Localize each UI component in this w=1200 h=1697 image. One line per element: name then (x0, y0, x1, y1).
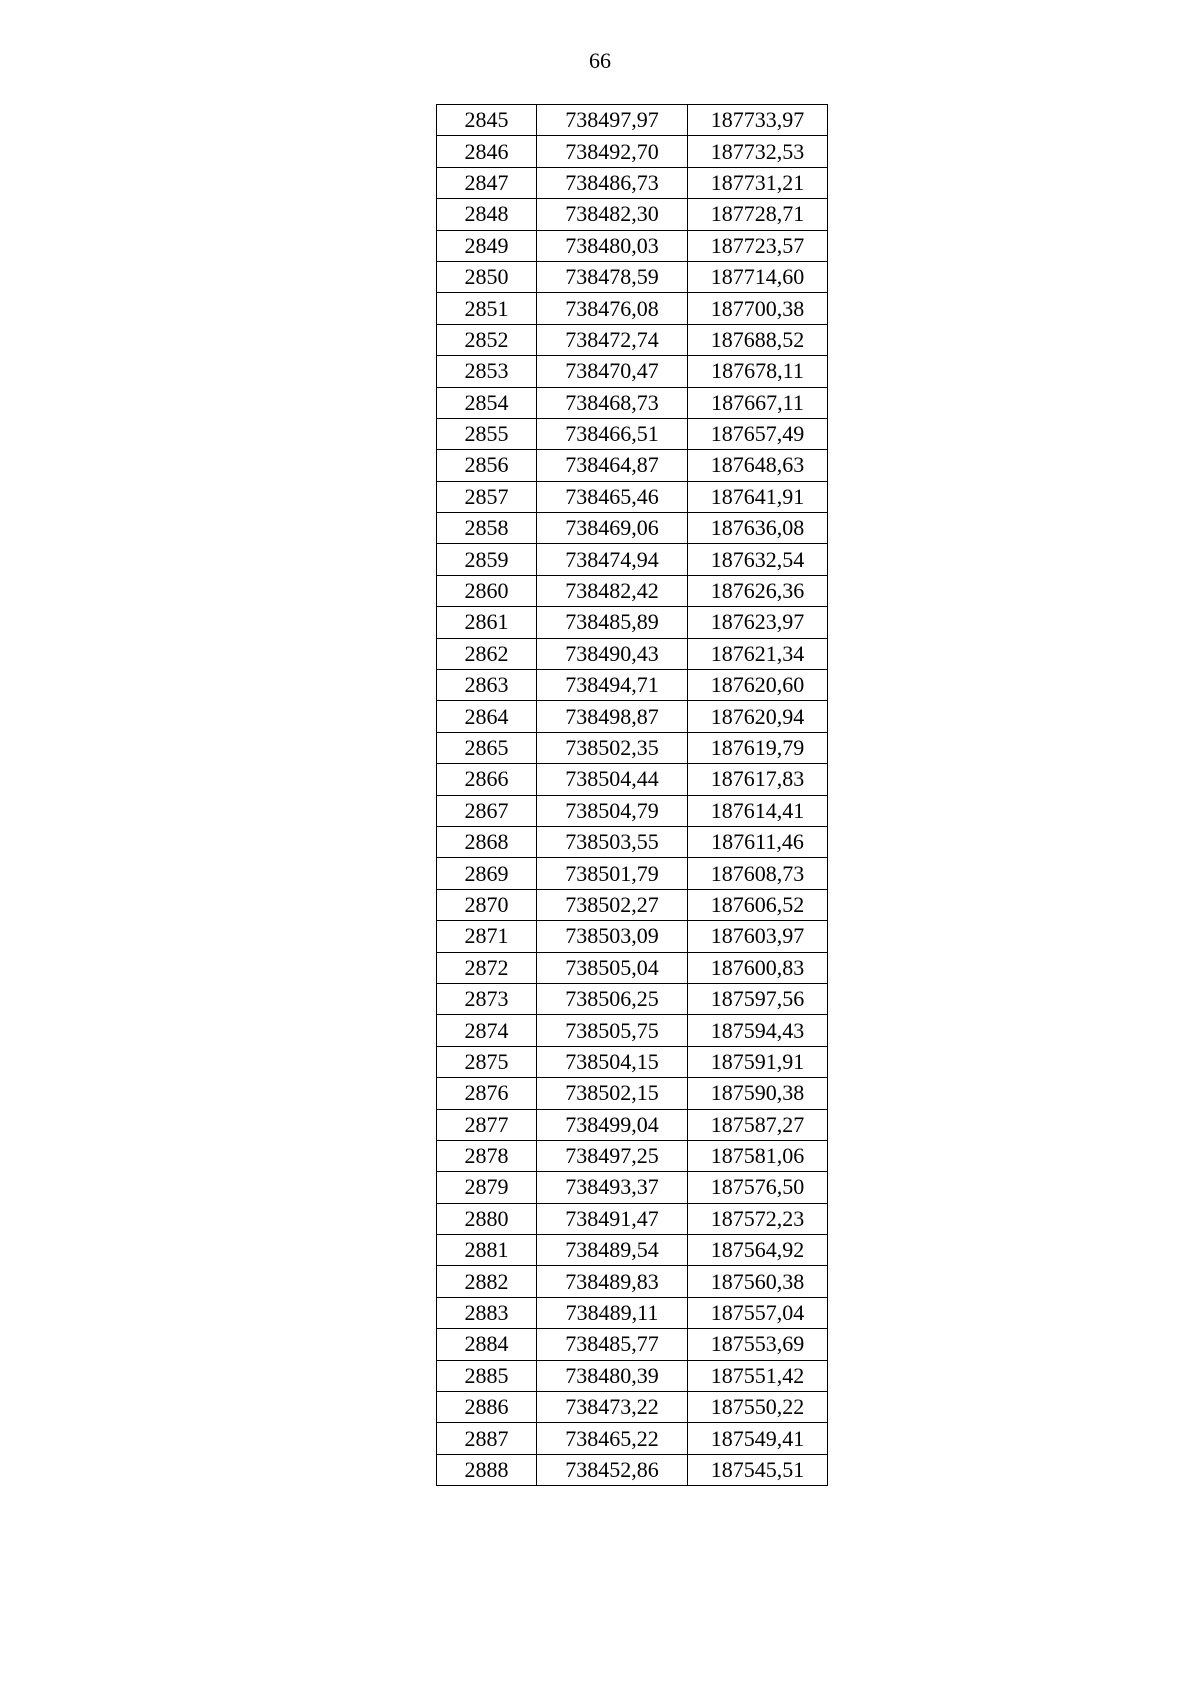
x-coordinate-cell: 738492,70 (537, 136, 688, 167)
x-coordinate-cell: 738465,46 (537, 481, 688, 512)
y-coordinate-cell: 187549,41 (688, 1423, 828, 1454)
table-row (437, 1015, 828, 1046)
point-number-cell: 2878 (437, 1140, 537, 1171)
x-coordinate-cell: 738470,47 (537, 356, 688, 387)
point-number-cell: 2857 (437, 481, 537, 512)
x-coordinate-cell: 738464,87 (537, 450, 688, 481)
table-row (437, 481, 828, 512)
x-coordinate-cell: 738480,03 (537, 230, 688, 261)
y-coordinate-cell: 187732,53 (688, 136, 828, 167)
y-coordinate-cell: 187576,50 (688, 1172, 828, 1203)
y-coordinate-cell: 187714,60 (688, 261, 828, 292)
table-row (437, 701, 828, 732)
x-coordinate-cell: 738482,42 (537, 575, 688, 606)
y-coordinate-cell: 187560,38 (688, 1266, 828, 1297)
x-coordinate-cell: 738468,73 (537, 387, 688, 418)
table-row (437, 858, 828, 889)
y-coordinate-cell: 187587,27 (688, 1109, 828, 1140)
x-coordinate-cell: 738502,15 (537, 1078, 688, 1109)
table-row (437, 387, 828, 418)
x-coordinate-cell: 738504,15 (537, 1046, 688, 1077)
table-row (437, 921, 828, 952)
y-coordinate-cell: 187636,08 (688, 513, 828, 544)
x-coordinate-cell: 738497,25 (537, 1140, 688, 1171)
table-row (437, 1046, 828, 1077)
x-coordinate-cell: 738506,25 (537, 983, 688, 1014)
table-row (437, 136, 828, 167)
y-coordinate-cell: 187619,79 (688, 732, 828, 763)
y-coordinate-cell: 187611,46 (688, 826, 828, 857)
point-number-cell: 2867 (437, 795, 537, 826)
y-coordinate-cell: 187620,60 (688, 670, 828, 701)
x-coordinate-cell: 738505,75 (537, 1015, 688, 1046)
x-coordinate-cell: 738489,83 (537, 1266, 688, 1297)
point-number-cell: 2883 (437, 1297, 537, 1328)
y-coordinate-cell: 187733,97 (688, 105, 828, 136)
point-number-cell: 2854 (437, 387, 537, 418)
point-number-cell: 2859 (437, 544, 537, 575)
table-row (437, 1329, 828, 1360)
y-coordinate-cell: 187728,71 (688, 199, 828, 230)
table-row (437, 1078, 828, 1109)
table-row (437, 607, 828, 638)
table-row (437, 1109, 828, 1140)
y-coordinate-cell: 187551,42 (688, 1360, 828, 1391)
x-coordinate-cell: 738501,79 (537, 858, 688, 889)
table-row (437, 638, 828, 669)
point-number-cell: 2879 (437, 1172, 537, 1203)
x-coordinate-cell: 738504,44 (537, 764, 688, 795)
table-row (437, 199, 828, 230)
table-row (437, 230, 828, 261)
y-coordinate-cell: 187641,91 (688, 481, 828, 512)
point-number-cell: 2855 (437, 418, 537, 449)
point-number-cell: 2862 (437, 638, 537, 669)
y-coordinate-cell: 187688,52 (688, 324, 828, 355)
point-number-cell: 2873 (437, 983, 537, 1014)
x-coordinate-cell: 738465,22 (537, 1423, 688, 1454)
x-coordinate-cell: 738490,43 (537, 638, 688, 669)
x-coordinate-cell: 738494,71 (537, 670, 688, 701)
point-number-cell: 2860 (437, 575, 537, 606)
table-row (437, 1360, 828, 1391)
x-coordinate-cell: 738486,73 (537, 167, 688, 198)
point-number-cell: 2846 (437, 136, 537, 167)
point-number-cell: 2880 (437, 1203, 537, 1234)
point-number-cell: 2869 (437, 858, 537, 889)
table-row (437, 1392, 828, 1423)
x-coordinate-cell: 738502,27 (537, 889, 688, 920)
point-number-cell: 2875 (437, 1046, 537, 1077)
x-coordinate-cell: 738505,04 (537, 952, 688, 983)
point-number-cell: 2886 (437, 1392, 537, 1423)
y-coordinate-cell: 187723,57 (688, 230, 828, 261)
table-row (437, 732, 828, 763)
table-row (437, 889, 828, 920)
table-row (437, 1172, 828, 1203)
x-coordinate-cell: 738489,11 (537, 1297, 688, 1328)
table-row (437, 105, 828, 136)
table-row (437, 952, 828, 983)
y-coordinate-cell: 187648,63 (688, 450, 828, 481)
table-row (437, 1423, 828, 1454)
x-coordinate-cell: 738469,06 (537, 513, 688, 544)
point-number-cell: 2865 (437, 732, 537, 763)
table-row (437, 261, 828, 292)
y-coordinate-cell: 187600,83 (688, 952, 828, 983)
y-coordinate-cell: 187597,56 (688, 983, 828, 1014)
y-coordinate-cell: 187553,69 (688, 1329, 828, 1360)
point-number-cell: 2852 (437, 324, 537, 355)
x-coordinate-cell: 738480,39 (537, 1360, 688, 1391)
table-row (437, 1454, 828, 1485)
x-coordinate-cell: 738476,08 (537, 293, 688, 324)
point-number-cell: 2856 (437, 450, 537, 481)
table-row (437, 1203, 828, 1234)
y-coordinate-cell: 187591,91 (688, 1046, 828, 1077)
y-coordinate-cell: 187590,38 (688, 1078, 828, 1109)
table-row (437, 795, 828, 826)
table-row (437, 167, 828, 198)
point-number-cell: 2882 (437, 1266, 537, 1297)
table-row (437, 513, 828, 544)
x-coordinate-cell: 738497,97 (537, 105, 688, 136)
table-row (437, 1235, 828, 1266)
y-coordinate-cell: 187606,52 (688, 889, 828, 920)
point-number-cell: 2866 (437, 764, 537, 795)
table-row (437, 356, 828, 387)
y-coordinate-cell: 187581,06 (688, 1140, 828, 1171)
point-number-cell: 2845 (437, 105, 537, 136)
point-number-cell: 2868 (437, 826, 537, 857)
y-coordinate-cell: 187657,49 (688, 418, 828, 449)
y-coordinate-cell: 187608,73 (688, 858, 828, 889)
table-row (437, 1266, 828, 1297)
y-coordinate-cell: 187731,21 (688, 167, 828, 198)
x-coordinate-cell: 738473,22 (537, 1392, 688, 1423)
y-coordinate-cell: 187550,22 (688, 1392, 828, 1423)
coordinates-table-body (437, 105, 828, 1486)
x-coordinate-cell: 738491,47 (537, 1203, 688, 1234)
x-coordinate-cell: 738499,04 (537, 1109, 688, 1140)
x-coordinate-cell: 738502,35 (537, 732, 688, 763)
point-number-cell: 2885 (437, 1360, 537, 1391)
x-coordinate-cell: 738493,37 (537, 1172, 688, 1203)
x-coordinate-cell: 738485,77 (537, 1329, 688, 1360)
point-number-cell: 2884 (437, 1329, 537, 1360)
point-number-cell: 2864 (437, 701, 537, 732)
table-row (437, 324, 828, 355)
point-number-cell: 2861 (437, 607, 537, 638)
point-number-cell: 2849 (437, 230, 537, 261)
y-coordinate-cell: 187572,23 (688, 1203, 828, 1234)
y-coordinate-cell: 187632,54 (688, 544, 828, 575)
point-number-cell: 2888 (437, 1454, 537, 1485)
table-row (437, 983, 828, 1014)
y-coordinate-cell: 187564,92 (688, 1235, 828, 1266)
coordinates-table (436, 104, 828, 1486)
y-coordinate-cell: 187617,83 (688, 764, 828, 795)
x-coordinate-cell: 738504,79 (537, 795, 688, 826)
x-coordinate-cell: 738489,54 (537, 1235, 688, 1266)
point-number-cell: 2851 (437, 293, 537, 324)
x-coordinate-cell: 738474,94 (537, 544, 688, 575)
table-row (437, 1140, 828, 1171)
y-coordinate-cell: 187700,38 (688, 293, 828, 324)
point-number-cell: 2871 (437, 921, 537, 952)
point-number-cell: 2881 (437, 1235, 537, 1266)
y-coordinate-cell: 187620,94 (688, 701, 828, 732)
y-coordinate-cell: 187621,34 (688, 638, 828, 669)
point-number-cell: 2874 (437, 1015, 537, 1046)
x-coordinate-cell: 738466,51 (537, 418, 688, 449)
y-coordinate-cell: 187626,36 (688, 575, 828, 606)
point-number-cell: 2853 (437, 356, 537, 387)
table-row (437, 293, 828, 324)
point-number-cell: 2858 (437, 513, 537, 544)
point-number-cell: 2876 (437, 1078, 537, 1109)
point-number-cell: 2872 (437, 952, 537, 983)
table-row (437, 450, 828, 481)
x-coordinate-cell: 738503,55 (537, 826, 688, 857)
point-number-cell: 2847 (437, 167, 537, 198)
point-number-cell: 2877 (437, 1109, 537, 1140)
x-coordinate-cell: 738482,30 (537, 199, 688, 230)
y-coordinate-cell: 187678,11 (688, 356, 828, 387)
table-row (437, 764, 828, 795)
point-number-cell: 2887 (437, 1423, 537, 1454)
y-coordinate-cell: 187614,41 (688, 795, 828, 826)
table-row (437, 1297, 828, 1328)
point-number-cell: 2870 (437, 889, 537, 920)
y-coordinate-cell: 187623,97 (688, 607, 828, 638)
x-coordinate-cell: 738498,87 (537, 701, 688, 732)
x-coordinate-cell: 738472,74 (537, 324, 688, 355)
table-row (437, 418, 828, 449)
y-coordinate-cell: 187545,51 (688, 1454, 828, 1485)
page-number: 66 (589, 48, 611, 73)
y-coordinate-cell: 187594,43 (688, 1015, 828, 1046)
point-number-cell: 2848 (437, 199, 537, 230)
table-row (437, 544, 828, 575)
y-coordinate-cell: 187557,04 (688, 1297, 828, 1328)
point-number-cell: 2850 (437, 261, 537, 292)
x-coordinate-cell: 738503,09 (537, 921, 688, 952)
table-row (437, 575, 828, 606)
x-coordinate-cell: 738478,59 (537, 261, 688, 292)
y-coordinate-cell: 187603,97 (688, 921, 828, 952)
y-coordinate-cell: 187667,11 (688, 387, 828, 418)
table-row (437, 826, 828, 857)
point-number-cell: 2863 (437, 670, 537, 701)
table-row (437, 670, 828, 701)
x-coordinate-cell: 738452,86 (537, 1454, 688, 1485)
x-coordinate-cell: 738485,89 (537, 607, 688, 638)
